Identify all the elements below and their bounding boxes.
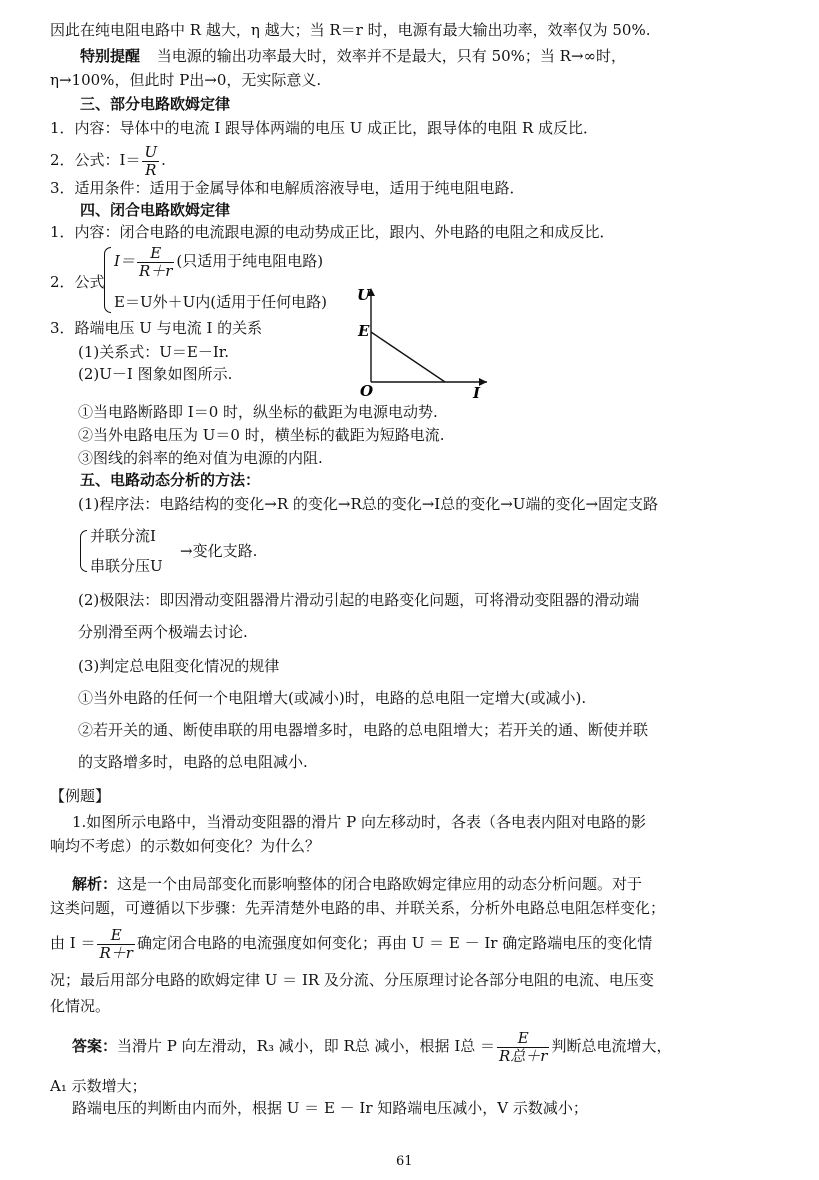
section-4-heading: 四、闭合电路欧姆定律 bbox=[80, 201, 231, 219]
rule-2-line-1: ②若开关的通、断使串联的用电器增多时，电路的总电阻增大；若开关的通、断使并联 bbox=[78, 721, 649, 739]
formula-label: 2．公式：I＝ bbox=[50, 151, 141, 169]
formula-closed-circuit-2: E＝U外＋U内(适用于任何电路) bbox=[114, 293, 327, 311]
method-2-line-2: 分别滑至两个极端去讨论. bbox=[78, 623, 248, 641]
sec4-item-3b: (2)U－I 图象如图所示. bbox=[78, 365, 233, 383]
intercept-label: E bbox=[358, 322, 370, 340]
method-3: (3)判定总电阻变化情况的规律 bbox=[78, 657, 280, 675]
sec3-item-2: 2．公式：I＝ $\frac{U}{R}$ . bbox=[50, 142, 166, 179]
question-line-2: 响均不考虑）的示数如何变化？为什么？ bbox=[50, 837, 321, 855]
sec4-item-3a: (1)关系式：U＝E－Ir. bbox=[78, 343, 230, 361]
brace-item-series: 串联分压U bbox=[90, 557, 163, 575]
analysis-fraction: $\frac{E}{R+r}$ bbox=[99, 925, 133, 962]
x-axis-label: I bbox=[473, 384, 481, 402]
formula-brace bbox=[104, 247, 111, 313]
formula-closed-circuit-1: I＝ $\frac{E}{R+r}$ (只适用于纯电阻电路) bbox=[114, 243, 324, 280]
sec4-item-3: 3．路端电压 U 与电流 I 的关系 bbox=[50, 319, 263, 337]
brace-result: →变化支路. bbox=[180, 542, 258, 560]
sec3-item-1: 1．内容：导体中的电流 I 跟导体两端的电压 U 成正比，跟导体的电阻 R 成反比． bbox=[50, 119, 599, 137]
answer-fraction: $\frac{E}{\text{R总＋r}}$ bbox=[499, 1028, 548, 1065]
graph-note-1: ①当电路断路即 I＝0 时，纵坐标的截距为电源电动势. bbox=[78, 403, 438, 421]
method-1-brace bbox=[80, 530, 87, 572]
sec4-item-1: 1．内容：闭合电路的电流跟电源的电动势成正比，跟内、外电路的电阻之和成反比． bbox=[50, 223, 615, 241]
tip-label: 特别提醒 bbox=[80, 47, 141, 65]
intro-line-1: 因此在纯电阻电路中 R 越大，η 越大；当 R＝r 时，电源有最大输出功率，效率仅为 50%. bbox=[50, 21, 651, 39]
section-5-heading: 五、电路动态分析的方法： bbox=[80, 471, 261, 489]
analysis-line-4: 况；最后用部分电路的欧姆定律 U ＝ IR 及分流、分压原理讨论各部分电阻的电流、电压变 bbox=[50, 971, 654, 989]
analysis-line-2: 这类问题，可遵循以下步骤：先弄清楚外电路的串、并联关系，分析外电路总电阻怎样变化； bbox=[50, 899, 666, 917]
x-axis-arrow bbox=[479, 378, 487, 386]
answer-label: 答案： bbox=[72, 1037, 118, 1055]
analysis-line-3: 由 I ＝ $\frac{E}{R+r}$ 确定闭合电路的电流强度如何变化；再由 U ＝ E － Ir 确定路端电压的变化情 bbox=[50, 925, 653, 962]
intro-line-2 bbox=[80, 46, 626, 66]
sec4-item-2-label: 2．公式 bbox=[50, 273, 105, 291]
closed-circuit-fraction: $\frac{E}{R+r}$ bbox=[138, 243, 173, 280]
analysis-label: 解析： bbox=[72, 875, 118, 893]
question-line-1: 1.如图所示电路中，当滑动变阻器的滑片 P 向左移动时，各表（各电表内阻对电路的影 bbox=[72, 813, 646, 831]
answer-line-3: 路端电压的判断由内而外，根据 U ＝ E － Ir 知路端电压减小，V 示数减小； bbox=[72, 1099, 588, 1117]
analysis-line-5: 化情况。 bbox=[50, 997, 111, 1015]
analysis-line-1: 解析：这是一个由局部变化而影响整体的闭合电路欧姆定律应用的动态分析问题。对于 bbox=[72, 875, 643, 893]
answer-line-2: A₁ 示数增大； bbox=[50, 1077, 147, 1095]
u-i-graph bbox=[355, 284, 495, 404]
intro-line-3: η→100%，但此时 P出→0，无实际意义. bbox=[50, 71, 322, 89]
tip-text: 当电源的输出功率最大时，效率并不是最大，只有 50%；当 R→∞时， bbox=[156, 47, 627, 65]
method-2-line-1: (2)极限法：即因滑动变阻器滑片滑动引起的电路变化问题，可将滑动变阻器的滑动端 bbox=[78, 591, 640, 609]
method-1: (1)程序法：电路结构的变化→R 的变化→R总的变化→I总的变化→U端的变化→固定支路 bbox=[78, 495, 659, 513]
origin-label: O bbox=[360, 382, 374, 400]
graph-note-3: ③图线的斜率的绝对值为电源的内阻. bbox=[78, 449, 323, 467]
rule-2-line-2: 的支路增多时，电路的总电阻减小. bbox=[78, 753, 308, 771]
u-i-line bbox=[371, 332, 445, 382]
formula-fraction: $\frac{U}{R}$ bbox=[144, 142, 158, 179]
answer-line-1: 答案：当滑片 P 向左滑动，R₃ 减小，即 R总 减小，根据 I总 ＝ $\frac{E}{\text{R总＋r}}$ 判断总电流增大， bbox=[72, 1028, 672, 1065]
section-3-heading: 三、部分电路欧姆定律 bbox=[80, 95, 231, 113]
rule-1: ①当外电路的任何一个电阻增大(或减小)时，电路的总电阻一定增大(或减小). bbox=[78, 689, 587, 707]
sec3-item-3: 3．适用条件：适用于金属导体和电解质溶液导电，适用于纯电阻电路． bbox=[50, 179, 525, 197]
y-axis-label: U bbox=[357, 286, 371, 304]
brace-item-parallel: 并联分流I bbox=[90, 527, 156, 545]
page-number: 61 bbox=[396, 1154, 413, 1169]
example-heading: 【例题】 bbox=[50, 787, 111, 805]
graph-note-2: ②当外电路电压为 U＝0 时，横坐标的截距为短路电流. bbox=[78, 426, 445, 444]
